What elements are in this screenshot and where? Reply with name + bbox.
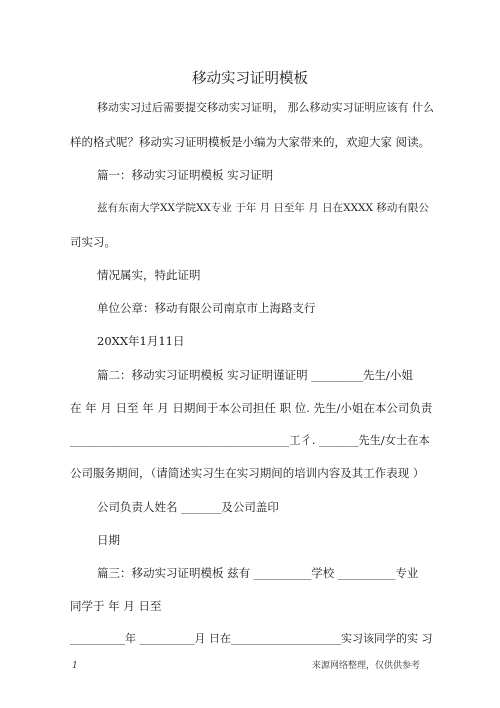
paragraph-line-duties: _______________________________________工彳. _______先生/女士在本 (70, 434, 430, 447)
paragraph-line-certify-2: 司实习。 (70, 235, 116, 249)
paragraph-line-internship: __________年 __________月 日在____________________实习该同学的实 习 (70, 632, 433, 645)
section-heading-two: 篇二：移动实习证明模板 实习证明谨证明 _________先生/小姐 (97, 368, 413, 382)
document-title: 移动实习证明模板 (192, 71, 308, 87)
section-heading-one: 篇一：移动实习证明模板 实习证明 (97, 168, 274, 182)
paragraph-line-seal: 单位公章：移动有限公司南京市上海路支行 (97, 301, 316, 315)
paragraph-line-student: 同学于 年 月 日至 (70, 599, 162, 613)
paragraph-line-date-label: 日期 (97, 533, 120, 547)
paragraph-line-signatory: 公司负责人姓名 _______及公司盖印 (97, 500, 279, 514)
paragraph-line-date: 20XX年1月11日 (97, 334, 185, 348)
paragraph-line-period: 在 年 月 日至 年 月 日期间于本公司担任 职 位. 先生/小姐在本公司负责 (70, 401, 433, 415)
section-heading-three: 篇三：移动实习证明模板 兹有 __________学校 __________专业 (97, 566, 419, 580)
paragraph-line-certify-1: 兹有东南大学XX学院XX专业 于年 月 日至年 月 日在XXXX 移动有限公 (97, 202, 429, 214)
paragraph-line-intro-2: 样的格式呢？移动实习证明模板是小编为大家带来的，欢迎大家 阅读。 (70, 135, 431, 149)
paragraph-line-intro-1: 移动实习过后需要提交移动实习证明， 那么移动实习证明应该有 什么 (97, 101, 434, 114)
footer-note: 来源网络整理，仅供供参考 (312, 661, 421, 671)
paragraph-line-confirm: 情况属实，特此证明 (97, 268, 201, 282)
paragraph-line-service: 公司服务期间，（请简述实习生在实习期间的培训内容及其工作表现 ） (70, 466, 425, 480)
page-number: 1 (72, 661, 78, 671)
